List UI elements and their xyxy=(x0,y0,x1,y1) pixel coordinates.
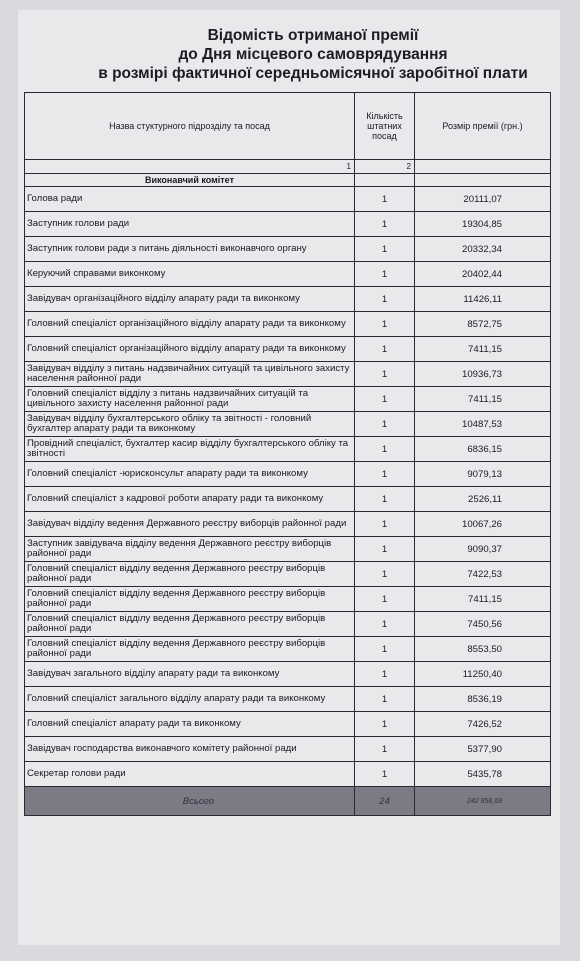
amount-cell: 20402,44 xyxy=(415,262,551,287)
table-row xyxy=(25,362,551,387)
position-cell: Завідувач відділу з питань надзвичайних ситуацій та цивільного захисту населення районної ради xyxy=(25,362,355,387)
position-cell: Головний спеціаліст відділу ведення Державного реєстру виборців районної ради xyxy=(25,612,355,637)
count-cell: 1 xyxy=(355,337,415,362)
count-cell: 1 xyxy=(355,437,415,462)
position-cell: Завідувач загального відділу апарату ради та виконкому xyxy=(25,662,355,687)
position-cell: Головний спеціаліст відділу ведення Державного реєстру виборців районної ради xyxy=(25,562,355,587)
count-cell: 1 xyxy=(355,487,415,512)
table-row xyxy=(25,337,551,362)
table-row xyxy=(25,587,551,612)
column-number xyxy=(415,160,551,174)
table-row xyxy=(25,662,551,687)
position-cell: Керуючий справами виконкому xyxy=(25,262,355,287)
amount-cell: 19304,85 xyxy=(415,212,551,237)
amount-cell: 11426,11 xyxy=(415,287,551,312)
position-cell: Завідувач відділу ведення Державного реєстру виборців районної ради xyxy=(25,512,355,537)
count-cell: 1 xyxy=(355,262,415,287)
header-bonus-amount: Розмір премії (грн.) xyxy=(415,93,551,160)
amount-cell: 10067,26 xyxy=(415,512,551,537)
count-cell: 1 xyxy=(355,312,415,337)
table-row xyxy=(25,687,551,712)
position-cell: Заступник завідувача відділу ведення Державного реєстру виборців районної ради xyxy=(25,537,355,562)
title-line: в розмірі фактичної середньомісячної заробітної плати xyxy=(98,65,528,82)
column-number: 2 xyxy=(355,160,415,174)
position-cell: Голова ради xyxy=(25,187,355,212)
amount-cell: 10487,53 xyxy=(415,412,551,437)
count-cell: 1 xyxy=(355,512,415,537)
title-line: Відомість отриманої премії xyxy=(207,27,419,44)
position-cell: Завідувач організаційного відділу апарату ради та виконкому xyxy=(25,287,355,312)
count-cell: 1 xyxy=(355,587,415,612)
table-row xyxy=(25,312,551,337)
amount-cell: 7450,56 xyxy=(415,612,551,637)
table-row xyxy=(25,212,551,237)
section-title: Виконавчий комітет xyxy=(25,174,355,187)
position-cell: Провідний спеціаліст, бухгалтер касир відділу бухгалтерського обліку та звітності xyxy=(25,437,355,462)
count-cell: 1 xyxy=(355,237,415,262)
amount-cell: 5377,90 xyxy=(415,737,551,762)
amount-cell: 10936,73 xyxy=(415,362,551,387)
amount-cell: 20332,34 xyxy=(415,237,551,262)
table-row xyxy=(25,512,551,537)
table-row xyxy=(25,637,551,662)
position-cell: Головний спеціаліст апарату ради та виконкому xyxy=(25,712,355,737)
table-row xyxy=(25,712,551,737)
amount-cell: 7411,15 xyxy=(415,587,551,612)
header-position-name: Назва стуктурного підрозділу та посад xyxy=(25,93,355,160)
table-row xyxy=(25,562,551,587)
table-row xyxy=(25,187,551,212)
position-cell: Головний спеціаліст з кадрової роботи апарату ради та виконкому xyxy=(25,487,355,512)
amount-cell: 7411,15 xyxy=(415,387,551,412)
count-cell: 1 xyxy=(355,562,415,587)
count-cell: 1 xyxy=(355,687,415,712)
count-cell: 1 xyxy=(355,637,415,662)
count-cell: 1 xyxy=(355,362,415,387)
table-row xyxy=(25,737,551,762)
bonus-table xyxy=(24,92,551,816)
amount-cell: 8536,19 xyxy=(415,687,551,712)
count-cell: 1 xyxy=(355,612,415,637)
table-row xyxy=(25,537,551,562)
position-cell: Головний спеціаліст відділу з питань надзвичайних ситуацій та цивільного захисту населення районної ради xyxy=(25,387,355,412)
table-row xyxy=(25,387,551,412)
count-cell: 1 xyxy=(355,737,415,762)
position-cell: Головний спеціаліст -юрисконсульт апарату ради та виконкому xyxy=(25,462,355,487)
total-label: Всього xyxy=(25,787,355,816)
column-number: 1 xyxy=(25,160,355,174)
amount-cell: 9090,37 xyxy=(415,537,551,562)
table-row xyxy=(25,612,551,637)
count-cell: 1 xyxy=(355,387,415,412)
amount-cell: 20111,07 xyxy=(415,187,551,212)
column-number-row xyxy=(25,160,551,174)
count-cell: 1 xyxy=(355,412,415,437)
count-cell: 1 xyxy=(355,712,415,737)
amount-cell: 7422,53 xyxy=(415,562,551,587)
header-staff-count: Кількість штатних посад xyxy=(355,93,415,160)
document-title xyxy=(78,26,548,83)
table-row xyxy=(25,262,551,287)
position-cell: Заступник голови ради xyxy=(25,212,355,237)
position-cell: Завідувач відділу бухгалтерського обліку та звітності - головний бухгалтер апарату ради та виконкому xyxy=(25,412,355,437)
amount-cell: 7411,15 xyxy=(415,337,551,362)
amount-cell: 9079,13 xyxy=(415,462,551,487)
total-row xyxy=(25,787,551,816)
position-cell: Головний спеціаліст організаційного відділу апарату ради та виконкому xyxy=(25,337,355,362)
table-row xyxy=(25,462,551,487)
count-cell: 1 xyxy=(355,537,415,562)
total-amount: 242 858,69 xyxy=(415,787,551,816)
count-cell: 1 xyxy=(355,762,415,787)
position-cell: Заступник голови ради з питань діяльності виконавчого органу xyxy=(25,237,355,262)
table-row xyxy=(25,287,551,312)
amount-cell: 6836,15 xyxy=(415,437,551,462)
amount-cell: 11250,40 xyxy=(415,662,551,687)
table-row xyxy=(25,437,551,462)
count-cell: 1 xyxy=(355,287,415,312)
table-row xyxy=(25,237,551,262)
count-cell: 1 xyxy=(355,662,415,687)
table-row xyxy=(25,762,551,787)
position-cell: Головний спеціаліст відділу ведення Державного реєстру виборців районної ради xyxy=(25,587,355,612)
position-cell: Завідувач господарства виконавчого комітету районної ради xyxy=(25,737,355,762)
table-row xyxy=(25,412,551,437)
position-cell: Головний спеціаліст організаційного відділу апарату ради та виконкому xyxy=(25,312,355,337)
total-count: 24 xyxy=(355,787,415,816)
amount-cell: 7426,52 xyxy=(415,712,551,737)
position-cell: Головний спеціаліст відділу ведення Державного реєстру виборців районної ради xyxy=(25,637,355,662)
count-cell: 1 xyxy=(355,187,415,212)
section-row xyxy=(25,174,551,187)
count-cell: 1 xyxy=(355,462,415,487)
amount-cell: 8553,50 xyxy=(415,637,551,662)
amount-cell: 5435,78 xyxy=(415,762,551,787)
position-cell: Секретар голови ради xyxy=(25,762,355,787)
position-cell: Головний спеціаліст загального відділу апарату ради та виконкому xyxy=(25,687,355,712)
amount-cell: 2526,11 xyxy=(415,487,551,512)
count-cell: 1 xyxy=(355,212,415,237)
title-line: до Дня місцевого самоврядування xyxy=(178,46,448,63)
table-row xyxy=(25,487,551,512)
amount-cell: 8572,75 xyxy=(415,312,551,337)
